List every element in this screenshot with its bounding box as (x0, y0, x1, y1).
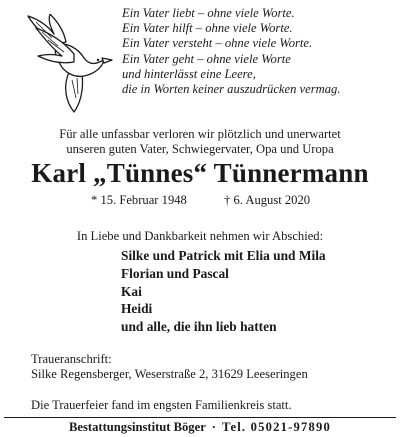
poem-line: die in Worten keiner auszudrücken vermag. (122, 82, 341, 97)
undertaker-footer (0, 420, 400, 435)
death-date: † 6. August 2020 (224, 193, 311, 207)
poem-line: Ein Vater liebt – ohne viele Worte. (122, 6, 295, 20)
intro-line: unseren guten Vater, Schwiegervater, Opa und Uropa (66, 142, 334, 156)
undertaker-phone: Tel. 05021-97890 (222, 420, 331, 434)
mourners-list (121, 247, 326, 336)
undertaker-name: Bestattungsinstitut Böger (69, 420, 206, 434)
farewell-text: In Liebe und Dankbarkeit nehmen wir Abschied: (76, 229, 324, 243)
intro-text (0, 127, 400, 157)
poem-line: Ein Vater versteht – ohne viele Worte. (122, 36, 313, 51)
address-line: Silke Regensberger, Weserstraße 2, 31629 Leeseringen (31, 367, 308, 381)
footer-separator: · (211, 420, 216, 434)
intro-line: Für alle unfassbar verloren wir plötzlich und unerwartet (59, 127, 341, 141)
deceased-name: Karl „Tünnes“ Tünnermann (31, 158, 369, 188)
mourning-address (31, 352, 308, 382)
mourner-entry: Heidi (121, 301, 153, 317)
dove-icon (22, 14, 114, 114)
mourner-entry: Florian und Pascal (121, 265, 229, 281)
poem (122, 6, 392, 97)
poem-line: Ein Vater hilft – ohne viele Worte. (122, 21, 293, 36)
address-label: Traueranschrift: (31, 352, 112, 366)
mourner-entry: und alle, die ihn lieb hatten (121, 319, 277, 335)
birth-date: * 15. Februar 1948 (91, 193, 187, 207)
mourner-entry: Silke und Patrick mit Elia und Mila (121, 248, 326, 263)
poem-line: und hinterlässt eine Leere, (122, 66, 256, 81)
service-note: Die Trauerfeier fand im engsten Familienkreis statt. (31, 398, 292, 412)
poem-line: Ein Vater geht – ohne viele Worte (122, 51, 291, 66)
mourner-entry: Kai (121, 283, 142, 299)
footer-divider (4, 417, 396, 418)
